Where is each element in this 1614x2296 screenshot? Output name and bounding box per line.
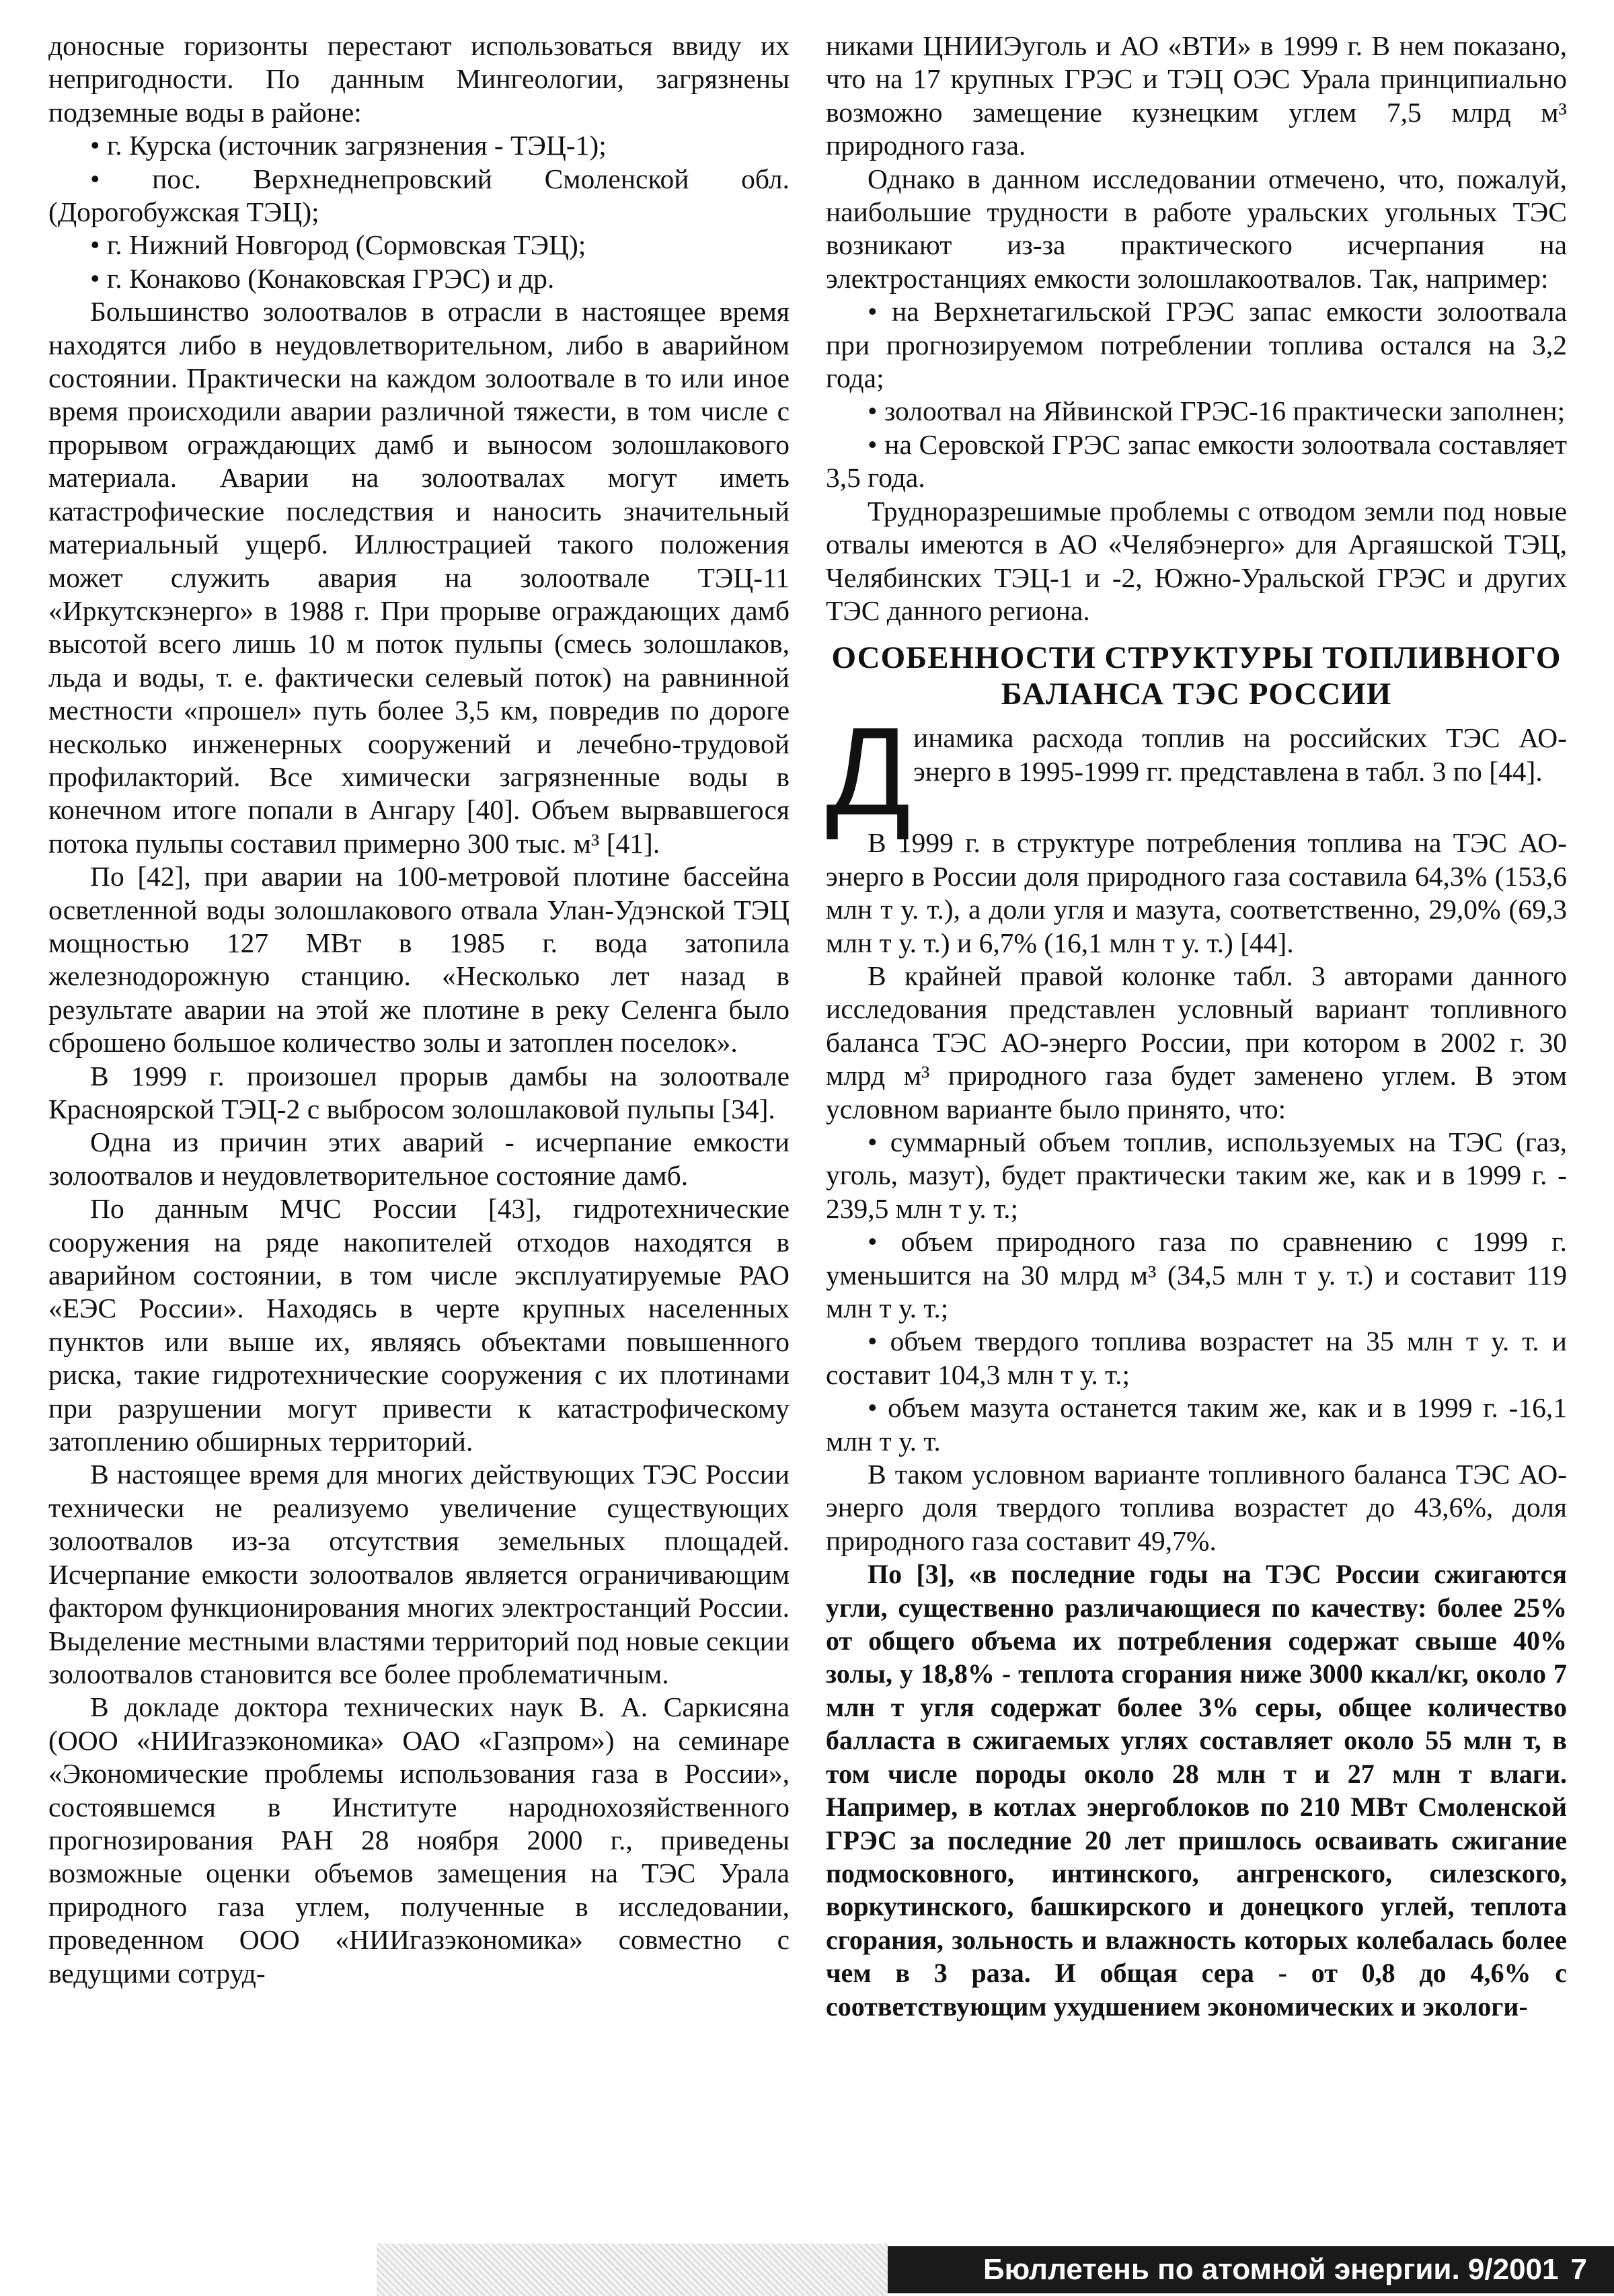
bullet-item: • г. Конаково (Конаковская ГРЭС) и др.: [90, 262, 555, 294]
left-column: [48, 30, 790, 1990]
page-number: 7: [1570, 2253, 1587, 2286]
paragraph: Трудноразрешимые проблемы с отводом земли под новые отвалы имеются в АО «Челябэнерго» для Аргаяшской ТЭЦ, Челябинских ТЭЦ-1 и -2, Южно-Уральской ГРЭС и других ТЭС данного региона.: [826, 495, 1567, 626]
journal-title: Бюллетень по атомной энергии. 9/2001: [983, 2253, 1559, 2286]
bullet-item: • объем природного газа по сравнению с 1999 г. уменьшится на 30 млрд м³ (34,5 млн т у. т.) и составит 119 млн т у. т.;: [826, 1226, 1567, 1324]
bullet-item: • г. Нижний Новгород (Сормовская ТЭЦ);: [90, 229, 586, 261]
paragraph: В 1999 г. произошел прорыв дамбы на золоотвале Красноярской ТЭЦ-2 с выбросом золошлаковой пульпы [34].: [48, 1060, 790, 1124]
drop-cap: Д: [826, 702, 911, 842]
paragraph: В таком условном варианте топливного баланса ТЭС АО-энерго доля твердого топлива возрастет до 43,6%, доля природного газа составит 49,7%.: [826, 1459, 1567, 1556]
section-heading: ОСОБЕННОСТИ СТРУКТУРЫ ТОПЛИВНОГО БАЛАНСА ТЭС РОССИИ: [831, 640, 1562, 712]
footer-bar: [888, 2246, 1614, 2293]
footer-halftone-band: [377, 2244, 888, 2296]
bullet-item: • пос. Верхнеднепровский Смоленской обл. (Дорогобужская ТЭЦ);: [48, 163, 790, 228]
paragraph: В докладе доктора технических наук В. А. Саркисяна (ООО «НИИгазэкономика» ОАО «Газпром») на семинаре «Экономические проблемы использования газа в России», состоявшемся в Институте народнохозяйственного прогнозирования РАН 28 ноября 2000 г., приведены возможные оценки объемов замещения на ТЭС Урала природного газа углем, полученные в исследовании, проведенном ООО «НИИгазэкономика» совместно с ведущими сотруд-: [48, 1691, 790, 1989]
paragraph: Одна из причин этих аварий - исчерпание емкости золоотвалов и неудовлетворительное состояние дамб.: [48, 1126, 790, 1191]
bold-quote-paragraph: По [3], «в последние годы на ТЭС России сжигаются угли, существенно различающиеся по качеству: более 25% от общего объема их потребления содержат свыше 40% золы, у 18,8% - теплота сгорания ниже 3000 ккал/кг, около 7 млн т угля содержат более 3% серы, общее количество балласта в сжигаемых углях составляет около 55 млн т, в том числе породы около 28 млн т и 27 млн т влаги. Например, в котлах энергоблоков по 210 МВт Смоленской ГРЭС за последние 20 лет пришлось осваивать сжигание подмосковного, интинского, ангренского, силезского, воркутинского, башкирского и донецкого углей, теплота сгорания, зольность и влажность которых колебалась более чем в 3 раза. И общая сера - от 0,8 до 4,6% с соответствующим ухудшением экономических и экологи-: [826, 1559, 1567, 2022]
paragraph: Однако в данном исследовании отмечено, что, пожалуй, наибольшие трудности в работе уральских угольных ТЭС возникают из-за практического исчерпания на электростанциях емкости золошлакоотвалов. Так, например:: [826, 163, 1567, 294]
bullet-item: • на Верхнетагильской ГРЭС запас емкости золоотвала при прогнозируемом потреблении топлива остался на 3,2 года;: [826, 296, 1567, 394]
paragraph: В настоящее время для многих действующих ТЭС России технически не реализуемо увеличение существующих золоотвалов из-за отсутствия земельных площадей. Исчерпание емкости золоотвалов является ограничивающим фактором функционирования многих электростанций России. Выделение местными властями территорий под новые секции золоотвалов становится все более проблематичным.: [48, 1459, 790, 1689]
paragraph: доносные горизонты перестают использоваться ввиду их непригодности. По данным Мингеологии, загрязнены подземные воды в районе:: [48, 30, 790, 128]
lead-paragraph: инамика расхода топлив на российских ТЭС АО-энерго в 1995-1999 гг. представлена в табл. 3 по [44].: [913, 722, 1567, 787]
bullet-item: • г. Курска (источник загрязнения - ТЭЦ-1);: [90, 130, 607, 161]
right-column: [826, 30, 1567, 2023]
paragraph: По данным МЧС России [43], гидротехнические сооружения на ряде накопителей отходов находятся в аварийном состоянии, в том числе эксплуатируемые РАО «ЕЭС России». Находясь в черте крупных населенных пунктов или выше их, являясь объектами повышенного риска, такие гидротехнические сооружения с их плотинами при разрушении могут привести к катастрофическому затоплению обширных территорий.: [48, 1193, 790, 1457]
bullet-item: • золоотвал на Яйвинской ГРЭС-16 практически заполнен;: [868, 395, 1566, 427]
paragraph: никами ЦНИИЭуголь и АО «ВТИ» в 1999 г. В нем показано, что на 17 крупных ГРЭС и ТЭЦ ОЭС Урала принципиально возможно замещение кузнецким углем 7,5 млрд м³ природного газа.: [826, 30, 1567, 161]
paragraph: По [42], при аварии на 100-метровой плотине бассейна осветленной воды золошлакового отвала Улан-Удэнской ТЭЦ мощностью 127 МВт в 1985 г. вода затопила железнодорожную станцию. «Несколько лет назад в результате аварии на этой же плотине в реку Селенга было сброшено большое количество золы и затоплен поселок».: [48, 861, 790, 1059]
bullet-item: • объем мазута останется таким же, как и в 1999 г. -16,1 млн т у. т.: [826, 1392, 1567, 1457]
footer: [0, 2244, 1614, 2296]
paragraph: Большинство золоотвалов в отрасли в настоящее время находятся либо в неудовлетворительном, либо в аварийном состоянии. Практически на каждом золоотвале в то или иное время происходили аварии различной тяжести, в том числе с прорывом ограждающих дамб и выносом золошлакового материала. Аварии на золоотвалах могут иметь катастрофические последствия и наносить значительный материальный ущерб. Иллюстрацией такого положения может служить авария на золоотвале ТЭЦ-11 «Иркутскэнерго» в 1988 г. При прорыве ограждающих дамб высотой всего лишь 10 м поток пульпы (смесь золошлаков, льда и воды, т. е. фактически селевый поток) на равнинной местности «прошел» путь более 3,5 км, повредив по дороге несколько инженерных сооружений и лечебно-трудовой профилакторий. Все химически загрязненные воды в конечном итоге попали в Ангару [40]. Объем вырвавшегося потока пульпы составил примерно 300 тыс. м³ [41].: [48, 296, 790, 859]
bullet-item: • суммарный объем топлив, используемых на ТЭС (газ, уголь, мазут), будет практически таким же, как и в 1999 г. - 239,5 млн т у. т.;: [826, 1126, 1567, 1224]
paragraph: В 1999 г. в структуре потребления топлива на ТЭС АО-энерго в России доля природного газа составила 64,3% (153,6 млн т у. т.), а доли угля и мазута, соответственно, 29,0% (69,3 млн т у. т.) и 6,7% (16,1 млн т у. т.) [44].: [826, 827, 1567, 958]
bullet-item: • на Серовской ГРЭС запас емкости золоотвала составляет 3,5 года.: [826, 428, 1567, 494]
bullet-item: • объем твердого топлива возрастет на 35 млн т у. т. и составит 104,3 млн т у. т.;: [826, 1326, 1567, 1390]
paragraph: В крайней правой колонке табл. 3 авторами данного исследования представлен условный вариант топливного баланса ТЭС АО-энерго России, при котором в 2002 г. 30 млрд м³ природного газа будет заменено углем. В этом условном варианте было принято, что:: [826, 960, 1567, 1124]
